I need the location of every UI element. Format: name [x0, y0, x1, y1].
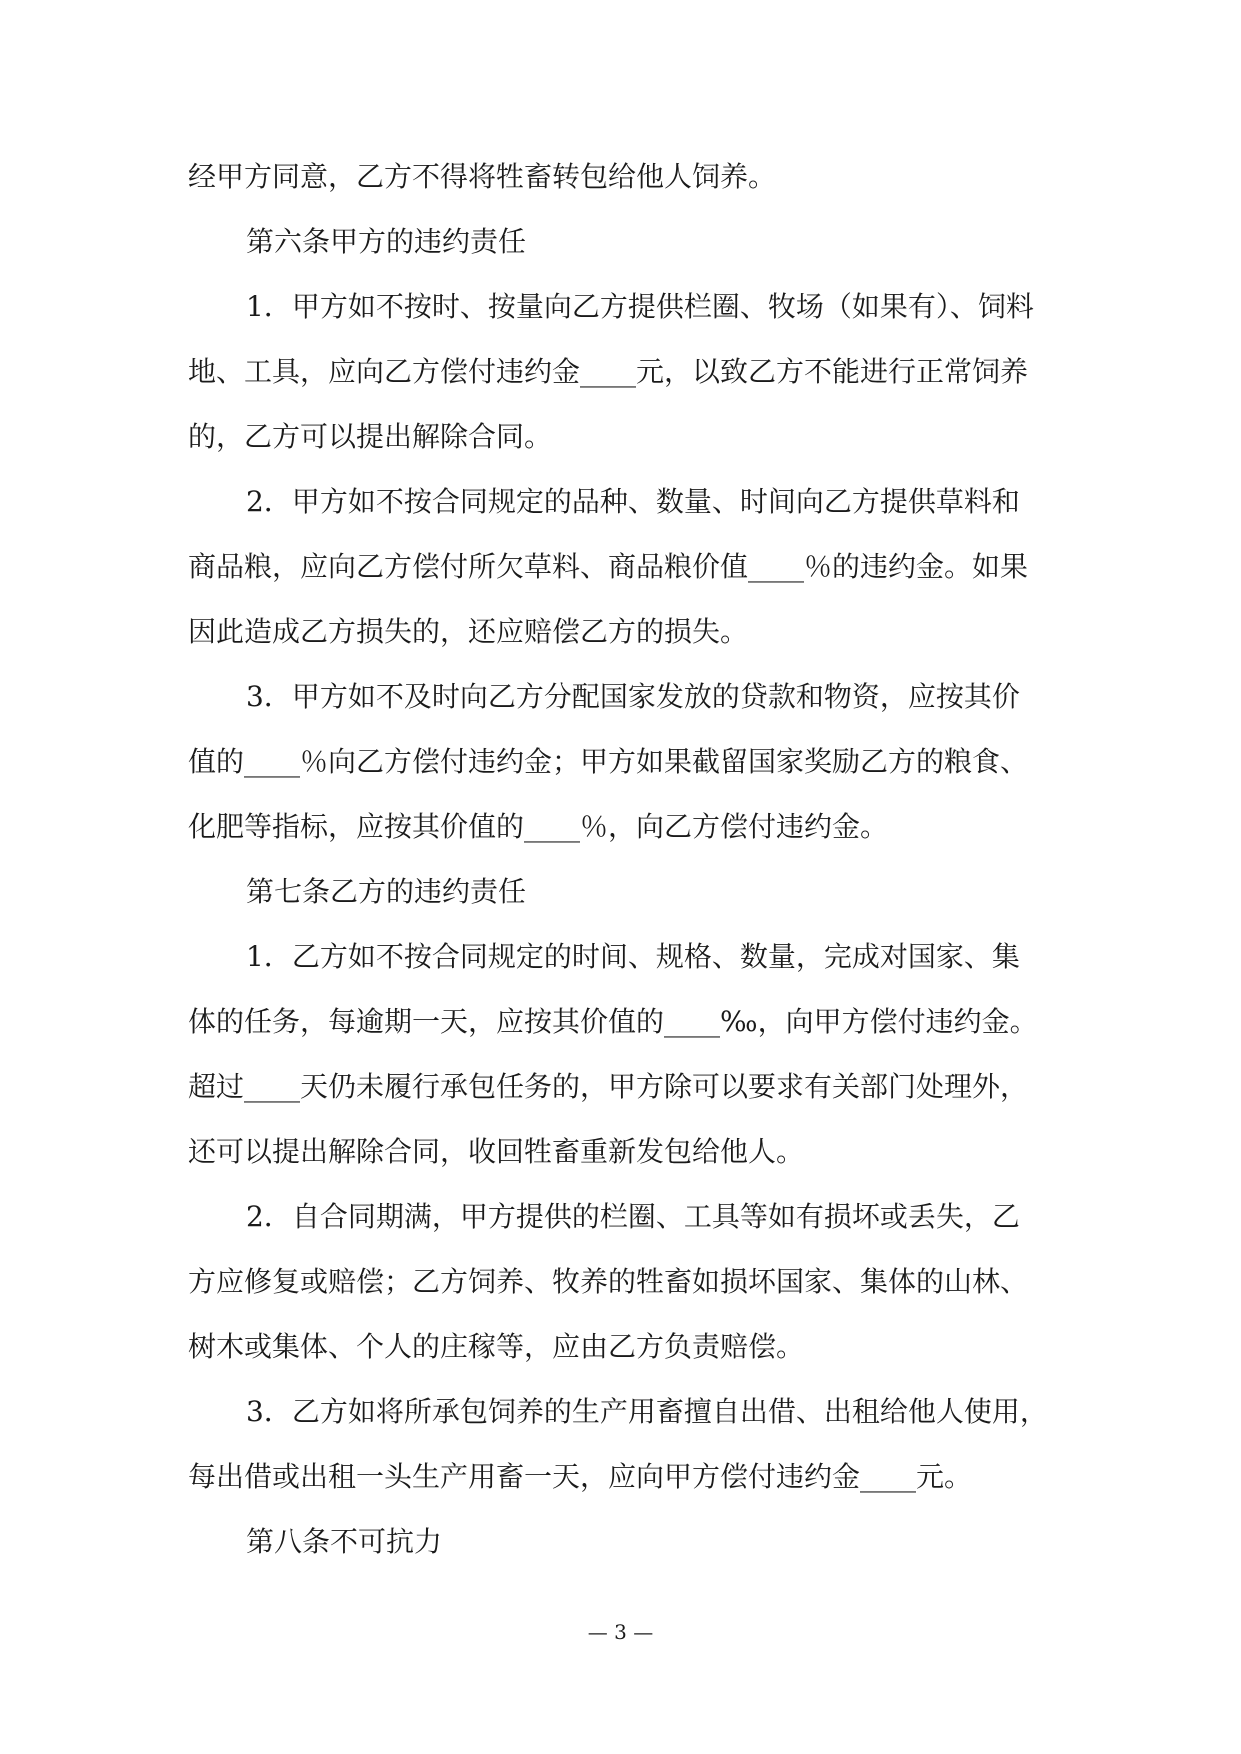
section-heading-article-8: 第八条不可抗力 [246, 1525, 443, 1558]
paragraph-line: 2．甲方如不按合同规定的品种、数量、时间向乙方提供草料和 [246, 485, 1020, 518]
paragraph-line: 因此造成乙方损失的，还应赔偿乙方的损失。 [188, 615, 749, 648]
paragraph-line: 经甲方同意，乙方不得将牲畜转包给他人饲养。 [188, 160, 777, 193]
paragraph-line: 2．自合同期满，甲方提供的栏圈、工具等如有损坏或丢失，乙 [246, 1200, 1020, 1233]
paragraph-line: 地、工具，应向乙方偿付违约金____元，以致乙方不能进行正常饲养 [188, 355, 1029, 388]
paragraph-line: 树木或集体、个人的庄稼等，应由乙方负责赔偿。 [188, 1330, 805, 1363]
section-heading-article-6: 第六条甲方的违约责任 [246, 225, 527, 258]
paragraph-line: 还可以提出解除合同，收回牲畜重新发包给他人。 [188, 1135, 805, 1168]
paragraph-line: 3．乙方如将所承包饲养的生产用畜擅自出借、出租给他人使用， [246, 1395, 1048, 1428]
paragraph-line: 每出借或出租一头生产用畜一天，应向甲方偿付违约金____元。 [188, 1460, 973, 1493]
section-heading-article-7: 第七条乙方的违约责任 [246, 875, 527, 908]
paragraph-line: 商品粮，应向乙方偿付所欠草料、商品粮价值____％的违约金。如果 [188, 550, 1029, 583]
page-number: — 3 — [587, 1620, 654, 1644]
paragraph-line: 3．甲方如不及时向乙方分配国家发放的贷款和物资，应按其价 [246, 680, 1020, 713]
paragraph-line: 1．甲方如不按时、按量向乙方提供栏圈、牧场（如果有）、饲料 [246, 290, 1034, 323]
paragraph-line: 的，乙方可以提出解除合同。 [188, 420, 553, 453]
paragraph-line: 超过____天仍未履行承包任务的，甲方除可以要求有关部门处理外， [188, 1070, 1029, 1103]
paragraph-line: 方应修复或赔偿；乙方饲养、牧养的牲畜如损坏国家、集体的山林、 [188, 1265, 1029, 1298]
paragraph-line: 值的____％向乙方偿付违约金；甲方如果截留国家奖励乙方的粮食、 [188, 745, 1029, 778]
paragraph-line: 体的任务，每逾期一天，应按其价值的____‰，向甲方偿付违约金。 [188, 1005, 1038, 1038]
document-body [188, 155, 1056, 1585]
paragraph-line: 化肥等指标，应按其价值的____％，向乙方偿付违约金。 [188, 810, 889, 843]
paragraph-line: 1．乙方如不按合同规定的时间、规格、数量，完成对国家、集 [246, 940, 1020, 973]
